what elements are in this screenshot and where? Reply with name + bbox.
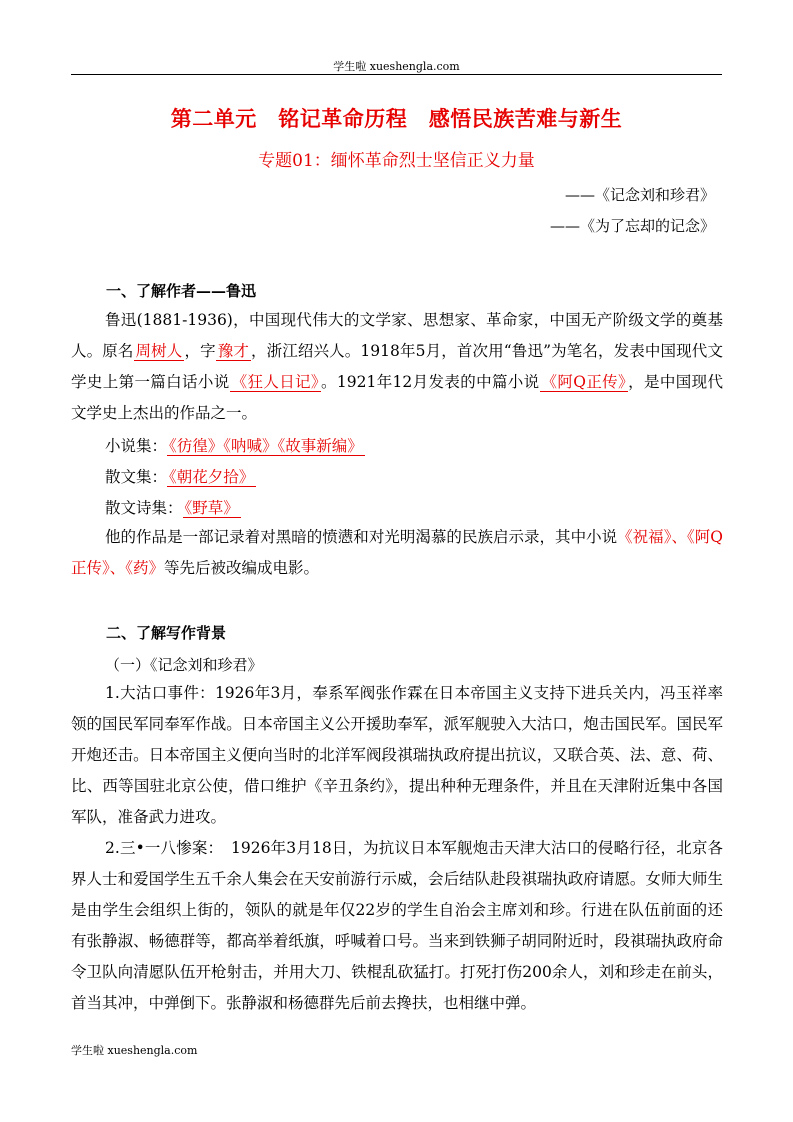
source-work-1: ——《记念刘和珍君》 [564, 186, 715, 204]
novel-collections: 《彷徨》《呐喊》《故事新编》 [169, 437, 363, 455]
courtesy-name: 豫才 [217, 342, 249, 360]
source-work-2: ——《为了忘却的记念》 [549, 217, 715, 235]
adapted-works: 《祝福》、《阿Q正传》、《药》 [71, 528, 723, 577]
header-divider [71, 74, 722, 75]
section-heading-background: 二、了解写作背景 [106, 624, 227, 642]
novella-title: 《阿Q正传》 [541, 373, 627, 391]
original-name: 周树人 [135, 342, 183, 360]
first-novel: 《狂人日记》 [231, 373, 320, 391]
section-heading-author: 一、了解作者——鲁迅 [106, 282, 257, 300]
prose-poems: 《野草》 [184, 499, 239, 517]
novel-collections-line: 小说集： 《彷徨》《呐喊》《故事新编》 [105, 437, 363, 455]
unit-title: 第二单元 铭记革命历程 感悟民族苦难与新生 [170, 106, 623, 131]
march18-paragraph: 2.三•一八惨案： 1926年3月18日，为抗议日本军舰炮击天津大沽口的侵略行径，北京各界人士和爱国学生五千余人集会在天安前游行示威，会后结队赴段祺瑞执政府请愿。女师大师生是由学生会组织上街的，领队的就是年仅22岁的学生自治会主席刘和珍。行进在队伍前面的还有张静淑、畅德群等，都高举着纸旗，呼喊着口号。当来到铁狮子胡同附近时，段祺瑞执政府命令卫队向清愿队伍开枪射击，并用大刀、铁棍乱砍猛打。打死打伤200余人，刘和珍走在前头，首当其冲，中弹倒下。张静淑和杨德群先后前去搀扶，也相继中弹。 [71, 839, 723, 1012]
topic-subtitle: 专题01：缅怀革命烈士坚信正义力量 [258, 151, 535, 171]
page-footer: 学生啦 xueshengla.com [71, 1044, 198, 1057]
author-paragraph: 鲁迅(1881-1936)，中国现代伟大的文学家、思想家、革命家，中国无产阶级文学的奠基人。原名 周树人 ，字 豫才 ，浙江绍兴人。1918年5月，首次用“鲁迅”为笔名，发表中国现代文学史上第一篇白话小说 《狂人日记》 。1921年12月发表的中篇小说 《阿Q正传》 ，是中国现代文学史上杰出的作品之一。 [71, 311, 723, 422]
prose-collection-line: 散文集： 《朝花夕拾》 [105, 468, 255, 486]
films-paragraph: 他的作品是一部记录着对黑暗的愤懑和对光明渴慕的民族启示录，其中小说《祝福》、《阿Q正传》、《药》等先后被改编成电影。 [71, 528, 723, 577]
prose-collection: 《朝花夕拾》 [169, 468, 255, 486]
subsection-heading-1: （一）《记念刘和珍君》 [105, 656, 263, 674]
prose-poems-line: 散文诗集： 《野草》 [105, 499, 239, 517]
dagukou-paragraph: 1.大沽口事件：1926年3月，奉系军阀张作霖在日本帝国主义支持下进兵关内，冯玉祥率领的国民军同奉军作战。日本帝国主义公开援助奉军，派军舰驶入大沽口，炮击国民军。国民军开炮还击。日本帝国主义便向当时的北洋军阀段祺瑞执政府提出抗议，又联合英、法、意、荷、比、西等国驻北京公使，借口维护《辛丑条约》，提出种种无理条件，并且在天津附近集中各国军队，准备武力进攻。 [71, 684, 723, 826]
page-header: 学生啦 xueshengla.com [333, 60, 460, 73]
